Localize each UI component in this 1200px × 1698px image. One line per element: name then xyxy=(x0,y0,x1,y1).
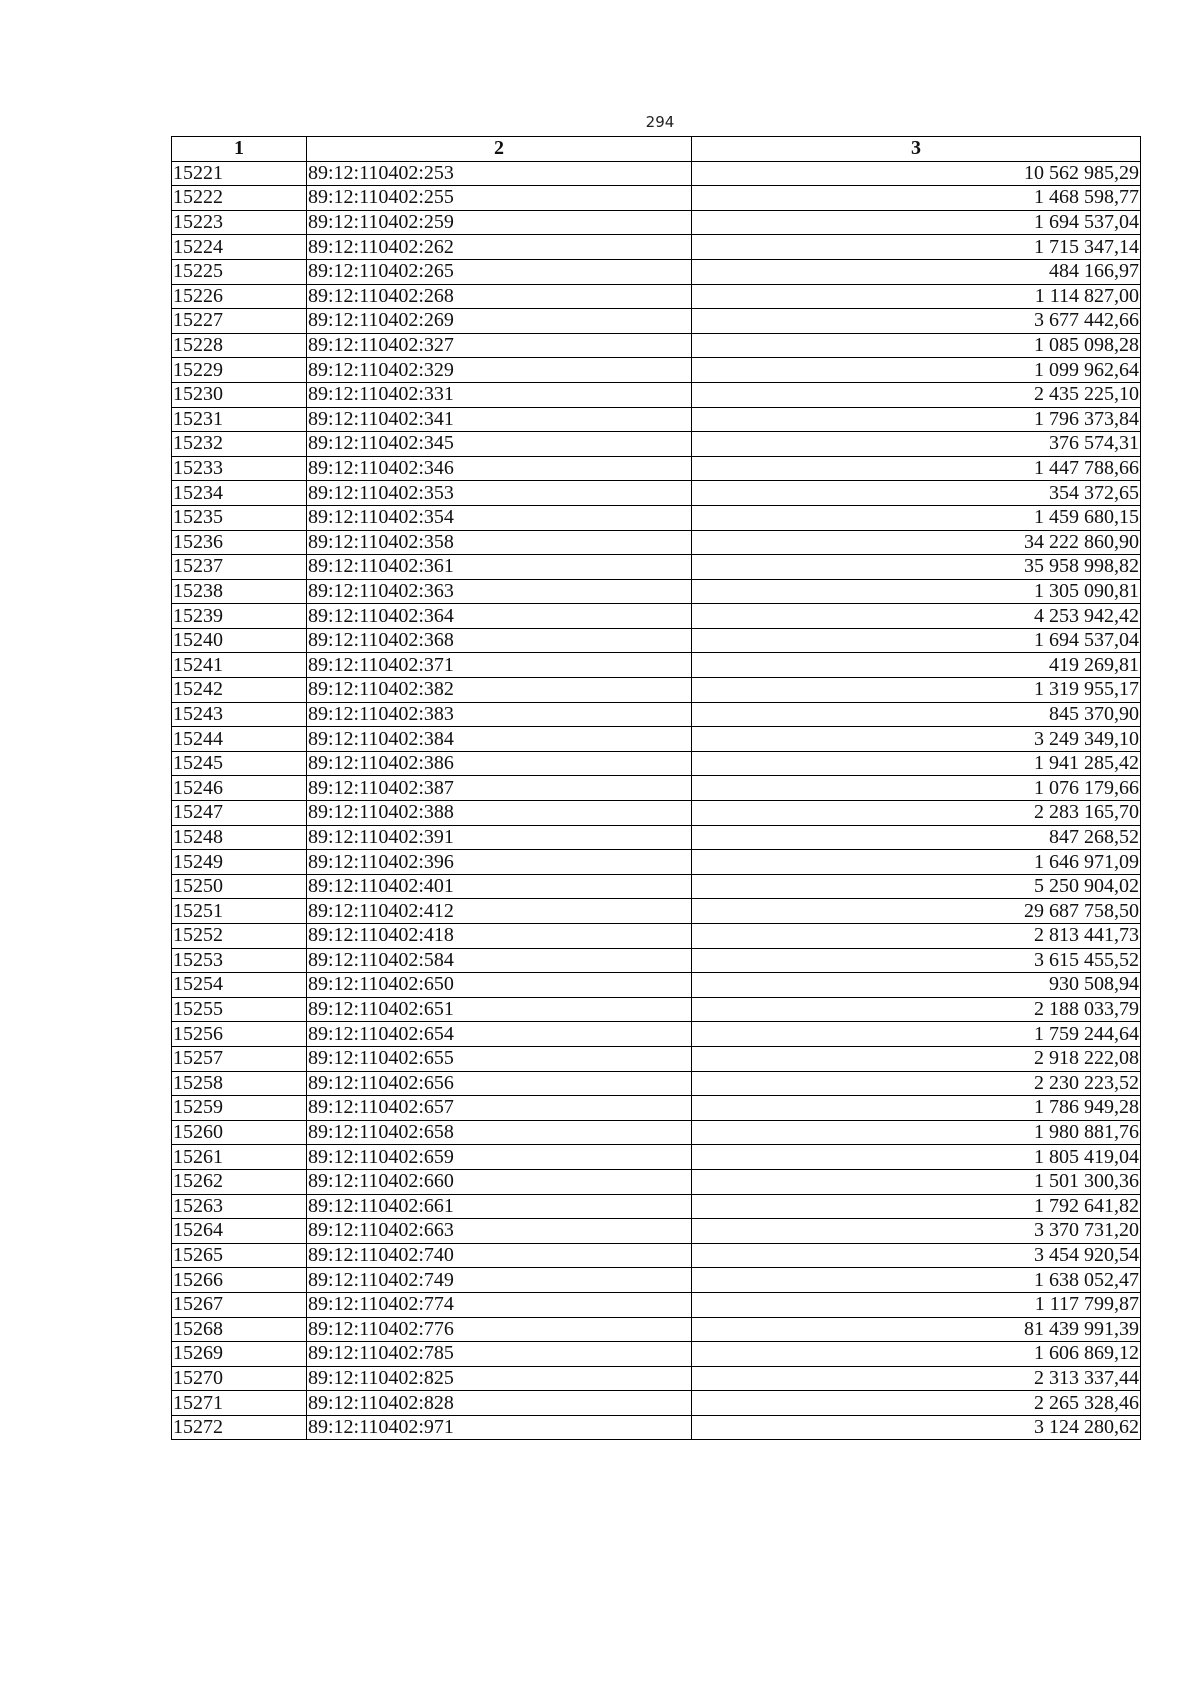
table-body xyxy=(172,161,1141,1440)
cadastral-number-cell: 89:12:110402:253 xyxy=(307,161,692,186)
value-cell: 1 501 300,36 xyxy=(692,1169,1141,1194)
value-cell: 34 222 860,90 xyxy=(692,530,1141,555)
value-cell: 2 230 223,52 xyxy=(692,1071,1141,1096)
value-cell: 484 166,97 xyxy=(692,259,1141,284)
value-cell: 3 124 280,62 xyxy=(692,1415,1141,1440)
table-row xyxy=(172,899,1141,924)
value-cell: 1 319 955,17 xyxy=(692,678,1141,703)
cadastral-number-cell: 89:12:110402:654 xyxy=(307,1022,692,1047)
row-number-cell: 15238 xyxy=(172,579,307,604)
table-row xyxy=(172,382,1141,407)
row-number-cell: 15242 xyxy=(172,678,307,703)
row-number-cell: 15250 xyxy=(172,874,307,899)
cadastral-number-cell: 89:12:110402:382 xyxy=(307,678,692,703)
table-row xyxy=(172,1415,1141,1440)
row-number-cell: 15254 xyxy=(172,973,307,998)
value-cell: 5 250 904,02 xyxy=(692,874,1141,899)
row-number-cell: 15227 xyxy=(172,309,307,334)
table-row xyxy=(172,579,1141,604)
value-cell: 1 759 244,64 xyxy=(692,1022,1141,1047)
row-number-cell: 15228 xyxy=(172,333,307,358)
row-number-cell: 15269 xyxy=(172,1342,307,1367)
row-number-cell: 15236 xyxy=(172,530,307,555)
cadastral-number-cell: 89:12:110402:345 xyxy=(307,432,692,457)
value-cell: 29 687 758,50 xyxy=(692,899,1141,924)
row-number-cell: 15258 xyxy=(172,1071,307,1096)
column-header-2: 2 xyxy=(307,137,692,162)
value-cell: 3 370 731,20 xyxy=(692,1219,1141,1244)
value-cell: 10 562 985,29 xyxy=(692,161,1141,186)
row-number-cell: 15268 xyxy=(172,1317,307,1342)
row-number-cell: 15255 xyxy=(172,997,307,1022)
value-cell: 35 958 998,82 xyxy=(692,555,1141,580)
value-cell: 1 638 052,47 xyxy=(692,1268,1141,1293)
cadastral-number-cell: 89:12:110402:740 xyxy=(307,1243,692,1268)
cadastral-number-cell: 89:12:110402:401 xyxy=(307,874,692,899)
row-number-cell: 15221 xyxy=(172,161,307,186)
cadastral-number-cell: 89:12:110402:651 xyxy=(307,997,692,1022)
table-row xyxy=(172,481,1141,506)
table-row xyxy=(172,1243,1141,1268)
row-number-cell: 15245 xyxy=(172,751,307,776)
value-cell: 1 459 680,15 xyxy=(692,505,1141,530)
row-number-cell: 15259 xyxy=(172,1096,307,1121)
row-number-cell: 15266 xyxy=(172,1268,307,1293)
row-number-cell: 15233 xyxy=(172,456,307,481)
value-cell: 1 694 537,04 xyxy=(692,210,1141,235)
value-cell: 1 694 537,04 xyxy=(692,628,1141,653)
row-number-cell: 15229 xyxy=(172,358,307,383)
cadastral-number-cell: 89:12:110402:354 xyxy=(307,505,692,530)
row-number-cell: 15267 xyxy=(172,1292,307,1317)
cadastral-number-cell: 89:12:110402:383 xyxy=(307,702,692,727)
cadastral-number-cell: 89:12:110402:331 xyxy=(307,382,692,407)
table-row xyxy=(172,530,1141,555)
cadastral-number-cell: 89:12:110402:391 xyxy=(307,825,692,850)
table-row xyxy=(172,186,1141,211)
table-row xyxy=(172,702,1141,727)
table-row xyxy=(172,653,1141,678)
value-cell: 2 918 222,08 xyxy=(692,1046,1141,1071)
table-row xyxy=(172,1169,1141,1194)
column-header-3: 3 xyxy=(692,137,1141,162)
cadastral-number-cell: 89:12:110402:658 xyxy=(307,1120,692,1145)
row-number-cell: 15256 xyxy=(172,1022,307,1047)
cadastral-number-cell: 89:12:110402:371 xyxy=(307,653,692,678)
row-number-cell: 15231 xyxy=(172,407,307,432)
cadastral-number-cell: 89:12:110402:363 xyxy=(307,579,692,604)
value-cell: 2 265 328,46 xyxy=(692,1391,1141,1416)
table-row xyxy=(172,628,1141,653)
table-row xyxy=(172,973,1141,998)
row-number-cell: 15249 xyxy=(172,850,307,875)
row-number-cell: 15252 xyxy=(172,924,307,949)
value-cell: 2 188 033,79 xyxy=(692,997,1141,1022)
cadastral-number-cell: 89:12:110402:663 xyxy=(307,1219,692,1244)
value-cell: 1 468 598,77 xyxy=(692,186,1141,211)
row-number-cell: 15260 xyxy=(172,1120,307,1145)
value-cell: 81 439 991,39 xyxy=(692,1317,1141,1342)
row-number-cell: 15223 xyxy=(172,210,307,235)
row-number-cell: 15225 xyxy=(172,259,307,284)
cadastral-number-cell: 89:12:110402:384 xyxy=(307,727,692,752)
cadastral-number-cell: 89:12:110402:329 xyxy=(307,358,692,383)
value-cell: 2 435 225,10 xyxy=(692,382,1141,407)
column-header-1: 1 xyxy=(172,137,307,162)
row-number-cell: 15234 xyxy=(172,481,307,506)
row-number-cell: 15257 xyxy=(172,1046,307,1071)
table-row xyxy=(172,1391,1141,1416)
cadastral-number-cell: 89:12:110402:828 xyxy=(307,1391,692,1416)
table-row xyxy=(172,825,1141,850)
value-cell: 1 646 971,09 xyxy=(692,850,1141,875)
cadastral-number-cell: 89:12:110402:825 xyxy=(307,1366,692,1391)
table-row xyxy=(172,948,1141,973)
value-cell: 4 253 942,42 xyxy=(692,604,1141,629)
table-row xyxy=(172,161,1141,186)
cadastral-number-cell: 89:12:110402:774 xyxy=(307,1292,692,1317)
table-row xyxy=(172,678,1141,703)
row-number-cell: 15263 xyxy=(172,1194,307,1219)
table-row xyxy=(172,333,1141,358)
table-row xyxy=(172,1194,1141,1219)
table-row xyxy=(172,924,1141,949)
cadastral-number-cell: 89:12:110402:661 xyxy=(307,1194,692,1219)
value-cell: 930 508,94 xyxy=(692,973,1141,998)
row-number-cell: 15232 xyxy=(172,432,307,457)
row-number-cell: 15265 xyxy=(172,1243,307,1268)
table-row xyxy=(172,1071,1141,1096)
row-number-cell: 15237 xyxy=(172,555,307,580)
value-cell: 2 313 337,44 xyxy=(692,1366,1141,1391)
row-number-cell: 15235 xyxy=(172,505,307,530)
value-cell: 1 606 869,12 xyxy=(692,1342,1141,1367)
cadastral-number-cell: 89:12:110402:387 xyxy=(307,776,692,801)
table-row xyxy=(172,309,1141,334)
row-number-cell: 15246 xyxy=(172,776,307,801)
cadastral-number-cell: 89:12:110402:785 xyxy=(307,1342,692,1367)
value-cell: 1 076 179,66 xyxy=(692,776,1141,801)
table-row xyxy=(172,1317,1141,1342)
row-number-cell: 15264 xyxy=(172,1219,307,1244)
cadastral-number-cell: 89:12:110402:262 xyxy=(307,235,692,260)
value-cell: 419 269,81 xyxy=(692,653,1141,678)
cadastral-number-cell: 89:12:110402:971 xyxy=(307,1415,692,1440)
table-row xyxy=(172,407,1141,432)
cadastral-number-cell: 89:12:110402:657 xyxy=(307,1096,692,1121)
value-cell: 1 796 373,84 xyxy=(692,407,1141,432)
value-cell: 1 980 881,76 xyxy=(692,1120,1141,1145)
table-row xyxy=(172,210,1141,235)
table-row xyxy=(172,432,1141,457)
table-row xyxy=(172,1046,1141,1071)
cadastral-number-cell: 89:12:110402:265 xyxy=(307,259,692,284)
cadastral-number-cell: 89:12:110402:655 xyxy=(307,1046,692,1071)
row-number-cell: 15244 xyxy=(172,727,307,752)
table-row xyxy=(172,1292,1141,1317)
cadastral-number-cell: 89:12:110402:353 xyxy=(307,481,692,506)
table-row xyxy=(172,1268,1141,1293)
cadastral-number-cell: 89:12:110402:358 xyxy=(307,530,692,555)
cadastral-number-cell: 89:12:110402:327 xyxy=(307,333,692,358)
row-number-cell: 15262 xyxy=(172,1169,307,1194)
cadastral-number-cell: 89:12:110402:749 xyxy=(307,1268,692,1293)
cadastral-number-cell: 89:12:110402:412 xyxy=(307,899,692,924)
table-row xyxy=(172,235,1141,260)
table-row xyxy=(172,1096,1141,1121)
value-cell: 3 677 442,66 xyxy=(692,309,1141,334)
value-cell: 1 805 419,04 xyxy=(692,1145,1141,1170)
cadastral-number-cell: 89:12:110402:776 xyxy=(307,1317,692,1342)
table-row xyxy=(172,727,1141,752)
value-cell: 2 283 165,70 xyxy=(692,801,1141,826)
row-number-cell: 15248 xyxy=(172,825,307,850)
row-number-cell: 15241 xyxy=(172,653,307,678)
value-cell: 1 114 827,00 xyxy=(692,284,1141,309)
value-cell: 1 099 962,64 xyxy=(692,358,1141,383)
value-cell: 1 117 799,87 xyxy=(692,1292,1141,1317)
value-cell: 3 615 455,52 xyxy=(692,948,1141,973)
row-number-cell: 15240 xyxy=(172,628,307,653)
table-row xyxy=(172,874,1141,899)
table-row xyxy=(172,604,1141,629)
table-row xyxy=(172,259,1141,284)
table-row xyxy=(172,1342,1141,1367)
row-number-cell: 15251 xyxy=(172,899,307,924)
table-row xyxy=(172,284,1141,309)
value-cell: 1 085 098,28 xyxy=(692,333,1141,358)
data-table xyxy=(171,136,1141,1440)
cadastral-number-cell: 89:12:110402:650 xyxy=(307,973,692,998)
table-row xyxy=(172,997,1141,1022)
cadastral-number-cell: 89:12:110402:269 xyxy=(307,309,692,334)
table-row xyxy=(172,801,1141,826)
value-cell: 2 813 441,73 xyxy=(692,924,1141,949)
row-number-cell: 15247 xyxy=(172,801,307,826)
table-row xyxy=(172,1022,1141,1047)
row-number-cell: 15239 xyxy=(172,604,307,629)
row-number-cell: 15226 xyxy=(172,284,307,309)
cadastral-number-cell: 89:12:110402:346 xyxy=(307,456,692,481)
cadastral-number-cell: 89:12:110402:341 xyxy=(307,407,692,432)
header-row xyxy=(172,137,1141,162)
table-row xyxy=(172,1145,1141,1170)
cadastral-number-cell: 89:12:110402:255 xyxy=(307,186,692,211)
cadastral-number-cell: 89:12:110402:656 xyxy=(307,1071,692,1096)
cadastral-number-cell: 89:12:110402:660 xyxy=(307,1169,692,1194)
value-cell: 354 372,65 xyxy=(692,481,1141,506)
cadastral-number-cell: 89:12:110402:268 xyxy=(307,284,692,309)
value-cell: 376 574,31 xyxy=(692,432,1141,457)
value-cell: 1 447 788,66 xyxy=(692,456,1141,481)
value-cell: 1 792 641,82 xyxy=(692,1194,1141,1219)
cadastral-number-cell: 89:12:110402:388 xyxy=(307,801,692,826)
table-row xyxy=(172,505,1141,530)
cadastral-number-cell: 89:12:110402:361 xyxy=(307,555,692,580)
value-cell: 3 454 920,54 xyxy=(692,1243,1141,1268)
table-row xyxy=(172,751,1141,776)
value-cell: 3 249 349,10 xyxy=(692,727,1141,752)
row-number-cell: 15271 xyxy=(172,1391,307,1416)
table-row xyxy=(172,1120,1141,1145)
table-row xyxy=(172,776,1141,801)
value-cell: 1 715 347,14 xyxy=(692,235,1141,260)
table-row xyxy=(172,456,1141,481)
row-number-cell: 15270 xyxy=(172,1366,307,1391)
cadastral-number-cell: 89:12:110402:396 xyxy=(307,850,692,875)
table-row xyxy=(172,1219,1141,1244)
value-cell: 1 941 285,42 xyxy=(692,751,1141,776)
value-cell: 845 370,90 xyxy=(692,702,1141,727)
row-number-cell: 15253 xyxy=(172,948,307,973)
cadastral-number-cell: 89:12:110402:364 xyxy=(307,604,692,629)
table-row xyxy=(172,358,1141,383)
cadastral-number-cell: 89:12:110402:386 xyxy=(307,751,692,776)
cadastral-number-cell: 89:12:110402:418 xyxy=(307,924,692,949)
row-number-cell: 15272 xyxy=(172,1415,307,1440)
cadastral-number-cell: 89:12:110402:368 xyxy=(307,628,692,653)
value-cell: 1 305 090,81 xyxy=(692,579,1141,604)
row-number-cell: 15230 xyxy=(172,382,307,407)
row-number-cell: 15224 xyxy=(172,235,307,260)
cadastral-number-cell: 89:12:110402:584 xyxy=(307,948,692,973)
row-number-cell: 15222 xyxy=(172,186,307,211)
row-number-cell: 15261 xyxy=(172,1145,307,1170)
value-cell: 847 268,52 xyxy=(692,825,1141,850)
page-number: 294 xyxy=(645,113,675,131)
table-header xyxy=(172,137,1141,162)
row-number-cell: 15243 xyxy=(172,702,307,727)
cadastral-number-cell: 89:12:110402:659 xyxy=(307,1145,692,1170)
table-row xyxy=(172,1366,1141,1391)
table-row xyxy=(172,555,1141,580)
value-cell: 1 786 949,28 xyxy=(692,1096,1141,1121)
cadastral-number-cell: 89:12:110402:259 xyxy=(307,210,692,235)
table-row xyxy=(172,850,1141,875)
